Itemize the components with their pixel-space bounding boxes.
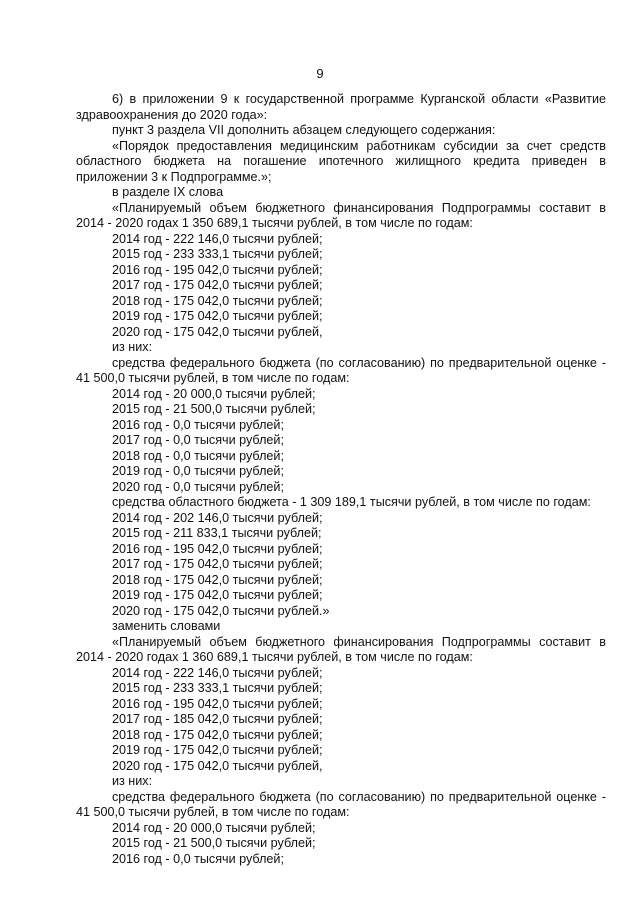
document-body	[76, 92, 606, 867]
text-line: пункт 3 раздела VII дополнить абзацем следующего содержания:	[112, 123, 496, 137]
text-line: 2014 год - 20 000,0 тысячи рублей;	[112, 386, 316, 401]
text-line: «Порядок предоставления медицинским работникам субсидии за счет средств	[112, 138, 606, 153]
text-line: 41 500,0 тысячи рублей, в том числе по годам:	[76, 805, 350, 819]
text-line: 2017 год - 175 042,0 тысячи рублей;	[112, 557, 323, 571]
text-line: 2015 год - 233 333,1 тысячи рублей;	[112, 247, 323, 261]
text-line: 2018 год - 175 042,0 тысячи рублей;	[112, 293, 323, 308]
text-line: 2016 год - 195 042,0 тысячи рублей;	[112, 696, 323, 711]
text-line: 2020 год - 0,0 тысячи рублей;	[112, 479, 284, 494]
text-line: 2018 год - 0,0 тысячи рублей;	[112, 448, 284, 463]
text-line: 2020 год - 175 042,0 тысячи рублей.»	[112, 603, 330, 618]
text-line: из них:	[112, 340, 153, 354]
text-line: 2015 год - 233 333,1 тысячи рублей;	[112, 681, 323, 695]
text-line: из них:	[112, 774, 153, 788]
text-line: 2019 год - 0,0 тысячи рублей;	[112, 464, 284, 478]
page-number: 9	[316, 66, 324, 81]
text-line: 2014 - 2020 годах 1 350 689,1 тысячи рублей, в том числе по годам:	[76, 216, 473, 230]
text-line: 2018 год - 175 042,0 тысячи рублей;	[112, 727, 323, 742]
text-line: 2019 год - 175 042,0 тысячи рублей;	[112, 743, 323, 757]
text-line: 41 500,0 тысячи рублей, в том числе по годам:	[76, 371, 350, 385]
text-line: 2015 год - 21 500,0 тысячи рублей;	[112, 402, 316, 416]
text-line: 6) в приложении 9 к государственной программе Курганской области «Развитие	[112, 92, 606, 106]
text-line: в разделе IX слова	[112, 185, 224, 199]
text-line: 2014 год - 202 146,0 тысячи рублей;	[112, 510, 323, 525]
text-line: 2017 год - 0,0 тысячи рублей;	[112, 433, 284, 447]
text-line: средства федерального бюджета (по согласованию) по предварительной оценке -	[112, 355, 606, 370]
text-line: 2014 год - 222 146,0 тысячи рублей;	[112, 231, 323, 246]
text-line: 2019 год - 175 042,0 тысячи рублей;	[112, 588, 323, 602]
text-line: 2014 год - 222 146,0 тысячи рублей;	[112, 665, 323, 680]
text-line: 2015 год - 211 833,1 тысячи рублей;	[112, 526, 322, 540]
text-line: 2016 год - 0,0 тысячи рублей;	[112, 417, 284, 432]
text-line: здравоохранения до 2020 года»:	[76, 107, 268, 122]
text-line: «Планируемый объем бюджетного финансирования Подпрограммы составит в	[112, 200, 606, 215]
text-line: 2019 год - 175 042,0 тысячи рублей;	[112, 309, 323, 323]
text-line: 2020 год - 175 042,0 тысячи рублей,	[112, 324, 323, 339]
text-line: «Планируемый объем бюджетного финансирования Подпрограммы составит в	[112, 634, 606, 649]
text-line: приложении 3 к Подпрограмме.»;	[76, 169, 272, 184]
text-line: средства областного бюджета - 1 309 189,1 тысячи рублей, в том числе по годам:	[112, 495, 591, 509]
text-line: 2017 год - 185 042,0 тысячи рублей;	[112, 712, 323, 726]
text-line: заменить словами	[112, 619, 221, 633]
text-line: 2015 год - 21 500,0 тысячи рублей;	[112, 836, 316, 850]
text-line: средства федерального бюджета (по согласованию) по предварительной оценке -	[112, 789, 606, 804]
text-line: 2014 - 2020 годах 1 360 689,1 тысячи рублей, в том числе по годам:	[76, 650, 473, 664]
text-line: 2016 год - 195 042,0 тысячи рублей;	[112, 262, 323, 277]
text-line: 2018 год - 175 042,0 тысячи рублей;	[112, 572, 323, 587]
text-line: 2016 год - 195 042,0 тысячи рублей;	[112, 541, 323, 556]
text-line: 2020 год - 175 042,0 тысячи рублей,	[112, 758, 323, 773]
text-line: областного бюджета на погашение ипотечного жилищного кредита приведен в	[76, 154, 606, 168]
text-line: 2017 год - 175 042,0 тысячи рублей;	[112, 278, 323, 292]
text-line: 2014 год - 20 000,0 тысячи рублей;	[112, 820, 316, 835]
text-line: 2016 год - 0,0 тысячи рублей;	[112, 851, 284, 866]
